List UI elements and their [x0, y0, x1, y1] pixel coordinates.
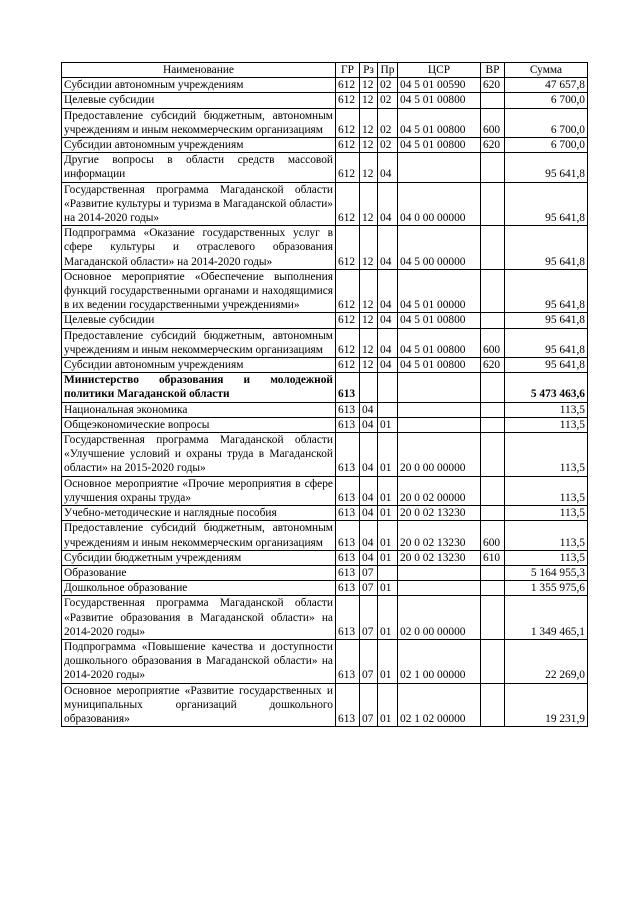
table-row [62, 476, 588, 505]
row-sum: 6 700,0 [505, 108, 588, 137]
row-pr: 02 [378, 138, 398, 153]
row-gr: 613 [336, 402, 360, 417]
row-name: Субсидии автономным учреждениям [62, 358, 336, 373]
row-sum: 113,5 [505, 550, 588, 565]
row-name: Основное мероприятие «Развитие государственных и муниципальных организаций дошкольного образования» [62, 683, 336, 727]
row-name: Дошкольное образование [62, 581, 336, 596]
row-pr: 04 [378, 226, 398, 270]
header-rz: Рз [360, 63, 378, 78]
row-sum: 113,5 [505, 521, 588, 550]
row-vr [481, 433, 505, 477]
row-csr: 04 5 01 00800 [398, 93, 481, 108]
row-vr: 600 [481, 521, 505, 550]
row-sum: 95 641,8 [505, 269, 588, 313]
row-csr: 02 1 00 00000 [398, 639, 481, 683]
row-pr: 04 [378, 153, 398, 182]
row-name: Целевые субсидии [62, 313, 336, 328]
row-csr [398, 581, 481, 596]
row-name: Предоставление субсидий бюджетным, автономным учреждениям и иным некоммерческим организациям [62, 328, 336, 357]
row-gr: 612 [336, 328, 360, 357]
row-rz: 12 [360, 328, 378, 357]
row-gr: 613 [336, 417, 360, 432]
row-csr: 02 0 00 00000 [398, 596, 481, 640]
row-sum: 22 269,0 [505, 639, 588, 683]
table-row [62, 226, 588, 270]
row-vr [481, 683, 505, 727]
row-pr: 01 [378, 596, 398, 640]
table-row [62, 433, 588, 477]
row-pr: 04 [378, 313, 398, 328]
table-header-row [62, 63, 588, 78]
row-gr: 613 [336, 476, 360, 505]
row-csr: 04 5 00 00000 [398, 226, 481, 270]
row-sum: 113,5 [505, 402, 588, 417]
row-csr: 20 0 02 13230 [398, 550, 481, 565]
row-vr [481, 313, 505, 328]
row-sum: 19 231,9 [505, 683, 588, 727]
row-csr: 20 0 02 13230 [398, 506, 481, 521]
row-vr [481, 402, 505, 417]
row-pr [378, 373, 398, 402]
header-vr: ВР [481, 63, 505, 78]
row-csr [398, 402, 481, 417]
row-gr: 613 [336, 433, 360, 477]
table-row [62, 313, 588, 328]
row-rz: 04 [360, 417, 378, 432]
row-rz: 07 [360, 581, 378, 596]
row-pr: 01 [378, 581, 398, 596]
row-rz [360, 373, 378, 402]
row-rz: 04 [360, 433, 378, 477]
row-name: Предоставление субсидий бюджетным, автономным учреждениям и иным некоммерческим организациям [62, 521, 336, 550]
row-csr: 20 0 02 00000 [398, 476, 481, 505]
row-sum: 113,5 [505, 476, 588, 505]
row-rz: 12 [360, 269, 378, 313]
row-vr [481, 639, 505, 683]
budget-table [61, 62, 588, 727]
row-name: Предоставление субсидий бюджетным, автономным учреждениям и иным некоммерческим организациям [62, 108, 336, 137]
row-vr [481, 565, 505, 580]
row-csr [398, 565, 481, 580]
row-sum: 95 641,8 [505, 328, 588, 357]
row-csr [398, 417, 481, 432]
row-name: Общеэкономические вопросы [62, 417, 336, 432]
table-row [62, 373, 588, 402]
row-gr: 613 [336, 639, 360, 683]
row-name: Субсидии автономным учреждениям [62, 78, 336, 93]
row-pr: 01 [378, 683, 398, 727]
row-pr: 01 [378, 639, 398, 683]
table-row [62, 550, 588, 565]
table-row [62, 78, 588, 93]
row-gr: 613 [336, 596, 360, 640]
row-pr: 01 [378, 550, 398, 565]
table-body [62, 78, 588, 727]
row-rz: 04 [360, 402, 378, 417]
row-gr: 613 [336, 565, 360, 580]
row-pr: 04 [378, 182, 398, 226]
row-gr: 613 [336, 373, 360, 402]
row-rz: 07 [360, 683, 378, 727]
row-pr: 02 [378, 108, 398, 137]
row-name: Государственная программа Магаданской области «Улучшение условий и охраны труда в Магаданской области» на 2015-2020 годы» [62, 433, 336, 477]
row-gr: 612 [336, 138, 360, 153]
row-pr [378, 565, 398, 580]
row-csr: 04 5 01 00800 [398, 108, 481, 137]
header-pr: Пр [378, 63, 398, 78]
row-gr: 613 [336, 550, 360, 565]
row-csr: 04 5 01 00590 [398, 78, 481, 93]
row-gr: 612 [336, 182, 360, 226]
row-sum: 95 641,8 [505, 358, 588, 373]
row-pr: 02 [378, 78, 398, 93]
row-sum: 95 641,8 [505, 313, 588, 328]
row-sum: 5 473 463,6 [505, 373, 588, 402]
table-row [62, 402, 588, 417]
row-pr: 01 [378, 521, 398, 550]
row-name: Другие вопросы в области средств массовой информации [62, 153, 336, 182]
row-vr [481, 153, 505, 182]
table-row [62, 521, 588, 550]
row-vr [481, 417, 505, 432]
table-row [62, 108, 588, 137]
row-gr: 612 [336, 269, 360, 313]
row-rz: 07 [360, 565, 378, 580]
header-sum: Сумма [505, 63, 588, 78]
row-gr: 612 [336, 358, 360, 373]
row-rz: 04 [360, 476, 378, 505]
row-sum: 95 641,8 [505, 153, 588, 182]
row-pr: 01 [378, 417, 398, 432]
row-csr: 04 5 01 00800 [398, 328, 481, 357]
row-csr: 04 5 01 00800 [398, 358, 481, 373]
row-vr: 620 [481, 138, 505, 153]
row-sum: 95 641,8 [505, 182, 588, 226]
row-csr: 20 0 02 13230 [398, 521, 481, 550]
row-rz: 12 [360, 226, 378, 270]
row-pr: 02 [378, 93, 398, 108]
row-name: Образование [62, 565, 336, 580]
row-pr: 04 [378, 328, 398, 357]
table-row [62, 506, 588, 521]
row-name: Подпрограмма «Оказание государственных услуг в сфере культуры и отраслевого образования Магаданской области» на 2014-2020 годы» [62, 226, 336, 270]
row-csr: 02 1 02 00000 [398, 683, 481, 727]
row-gr: 613 [336, 506, 360, 521]
row-name: Подпрограмма «Повышение качества и доступности дошкольного образования в Магаданской области» на 2014-2020 годы» [62, 639, 336, 683]
row-csr: 04 0 00 00000 [398, 182, 481, 226]
row-pr: 01 [378, 506, 398, 521]
row-csr [398, 153, 481, 182]
row-rz: 12 [360, 313, 378, 328]
row-name: Национальная экономика [62, 402, 336, 417]
table-row [62, 93, 588, 108]
row-sum: 113,5 [505, 433, 588, 477]
row-vr: 610 [481, 550, 505, 565]
row-name: Целевые субсидии [62, 93, 336, 108]
row-rz: 12 [360, 182, 378, 226]
row-gr: 612 [336, 93, 360, 108]
row-pr: 01 [378, 476, 398, 505]
row-rz: 12 [360, 138, 378, 153]
row-vr [481, 269, 505, 313]
row-gr: 612 [336, 78, 360, 93]
row-vr [481, 226, 505, 270]
row-rz: 04 [360, 521, 378, 550]
row-vr: 600 [481, 108, 505, 137]
row-sum: 6 700,0 [505, 93, 588, 108]
row-gr: 612 [336, 226, 360, 270]
row-pr: 04 [378, 269, 398, 313]
row-vr [481, 93, 505, 108]
row-sum: 5 164 955,3 [505, 565, 588, 580]
row-csr: 04 5 01 00800 [398, 138, 481, 153]
row-sum: 6 700,0 [505, 138, 588, 153]
row-vr [481, 182, 505, 226]
row-vr [481, 596, 505, 640]
row-pr: 01 [378, 433, 398, 477]
row-csr: 04 5 01 00800 [398, 313, 481, 328]
table-row [62, 153, 588, 182]
row-rz: 07 [360, 596, 378, 640]
row-sum: 1 355 975,6 [505, 581, 588, 596]
row-name: Министерство образования и молодежной политики Магаданской области [62, 373, 336, 402]
row-sum: 113,5 [505, 506, 588, 521]
table-row [62, 138, 588, 153]
row-sum: 95 641,8 [505, 226, 588, 270]
table-row [62, 565, 588, 580]
row-sum: 1 349 465,1 [505, 596, 588, 640]
table-row [62, 269, 588, 313]
row-rz: 04 [360, 506, 378, 521]
table-row [62, 639, 588, 683]
row-rz: 12 [360, 78, 378, 93]
row-rz: 12 [360, 358, 378, 373]
row-name: Субсидии бюджетным учреждениям [62, 550, 336, 565]
row-vr [481, 506, 505, 521]
row-name: Государственная программа Магаданской области «Развитие культуры и туризма в Магаданской области» на 2014-2020 годы» [62, 182, 336, 226]
row-rz: 07 [360, 639, 378, 683]
row-sum: 113,5 [505, 417, 588, 432]
row-rz: 12 [360, 93, 378, 108]
table-row [62, 683, 588, 727]
row-csr: 04 5 01 00000 [398, 269, 481, 313]
table-row [62, 182, 588, 226]
header-gr: ГР [336, 63, 360, 78]
header-name: Наименование [62, 63, 336, 78]
table-row [62, 328, 588, 357]
row-vr: 620 [481, 358, 505, 373]
row-csr: 20 0 00 00000 [398, 433, 481, 477]
row-name: Основное мероприятие «Прочие мероприятия в сфере улучшения охраны труда» [62, 476, 336, 505]
row-csr [398, 373, 481, 402]
row-gr: 612 [336, 108, 360, 137]
row-rz: 04 [360, 550, 378, 565]
row-pr [378, 402, 398, 417]
row-pr: 04 [378, 358, 398, 373]
row-rz: 12 [360, 108, 378, 137]
row-gr: 612 [336, 313, 360, 328]
header-csr: ЦСР [398, 63, 481, 78]
row-name: Учебно-методические и наглядные пособия [62, 506, 336, 521]
row-gr: 612 [336, 153, 360, 182]
row-gr: 613 [336, 521, 360, 550]
row-gr: 613 [336, 581, 360, 596]
row-gr: 613 [336, 683, 360, 727]
row-rz: 12 [360, 153, 378, 182]
row-name: Субсидии автономным учреждениям [62, 138, 336, 153]
table-row [62, 581, 588, 596]
table-row [62, 596, 588, 640]
row-vr [481, 581, 505, 596]
row-name: Основное мероприятие «Обеспечение выполнения функций государственными органами и находящимися в их ведении государственными учреждениями» [62, 269, 336, 313]
row-vr: 600 [481, 328, 505, 357]
table-row [62, 417, 588, 432]
row-vr [481, 476, 505, 505]
row-vr: 620 [481, 78, 505, 93]
row-sum: 47 657,8 [505, 78, 588, 93]
row-name: Государственная программа Магаданской области «Развитие образования в Магаданской области» на 2014-2020 годы» [62, 596, 336, 640]
table-row [62, 358, 588, 373]
row-vr [481, 373, 505, 402]
